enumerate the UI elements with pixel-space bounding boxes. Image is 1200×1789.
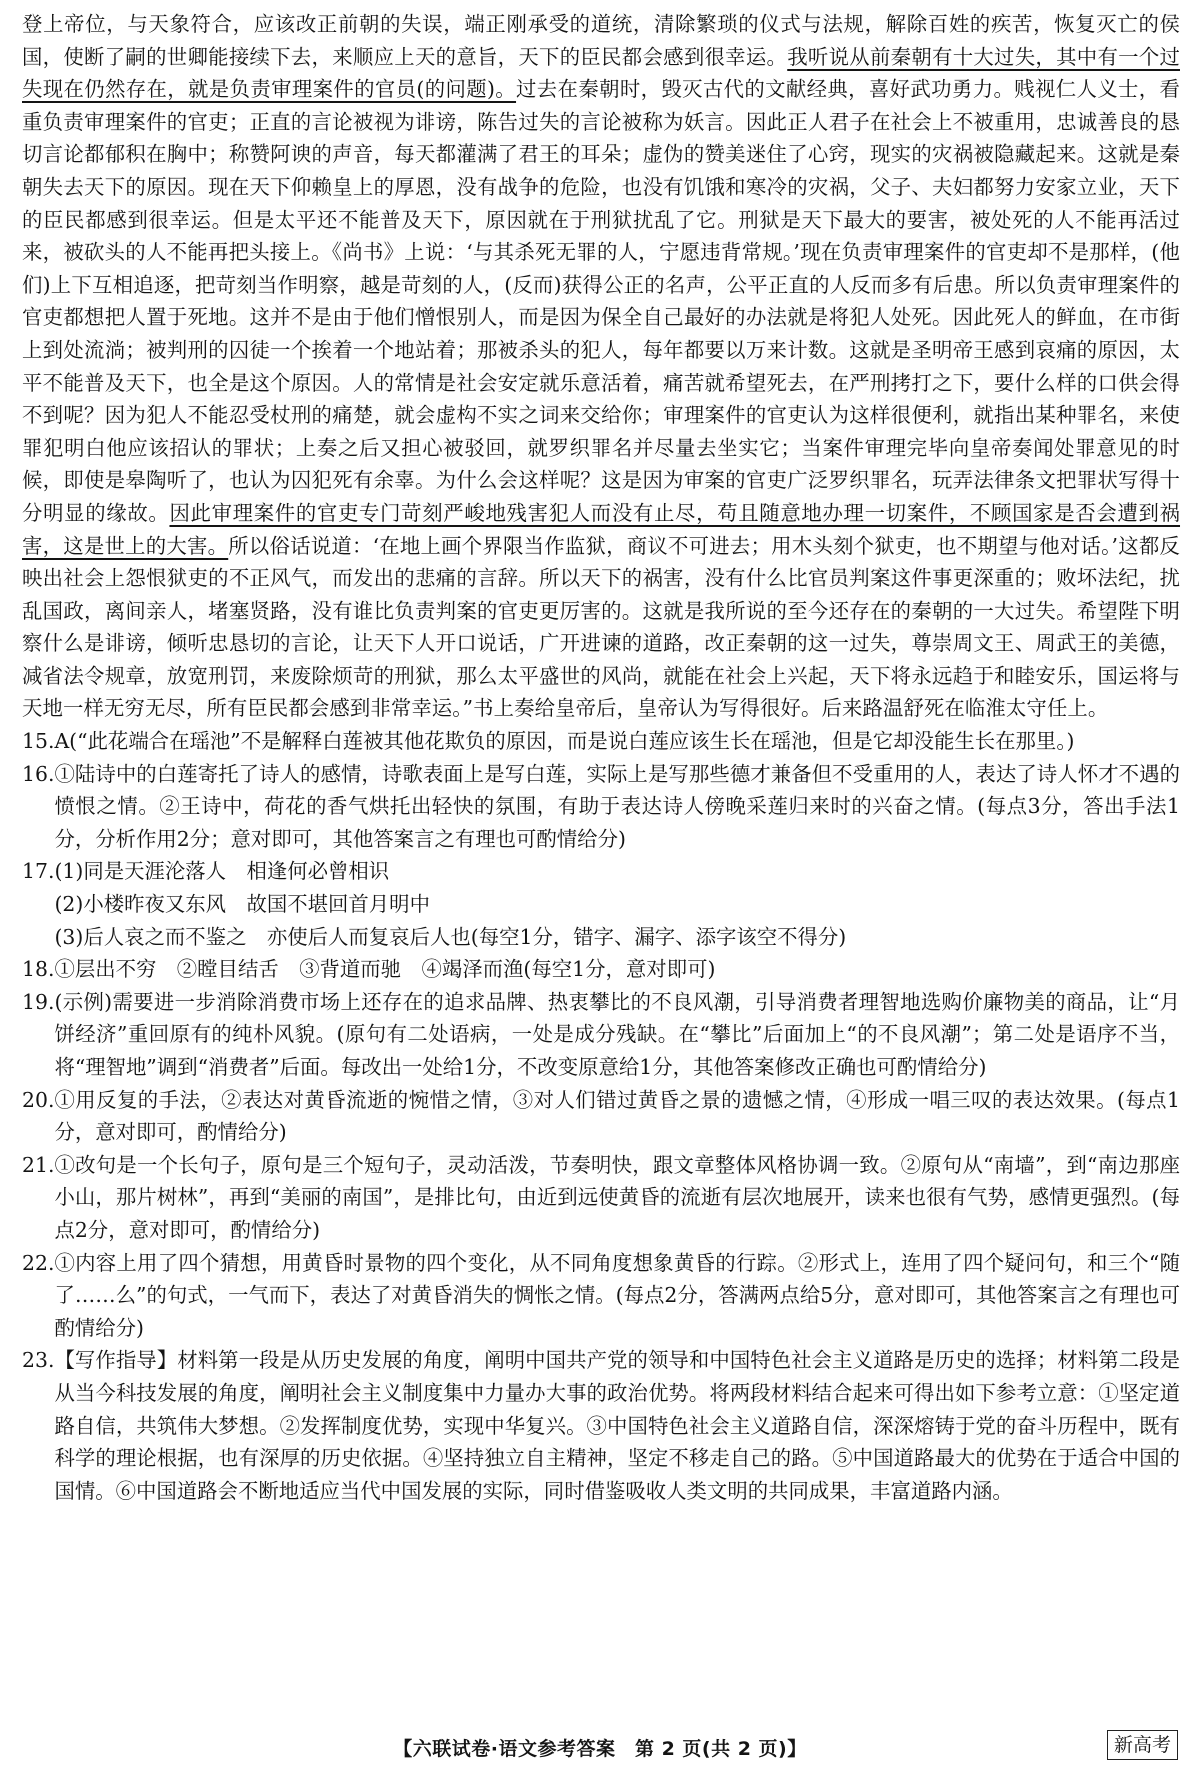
question-number: 23.	[22, 1348, 55, 1373]
translation-text: 所以俗话说道：‘在地上画个界限当作监狱，商议不可进去；用木头刻个狱吏，也不期望与他对话。’这都反映出社会上怨恨狱吏的不正风气，而发出的悲痛的言辞。所以天下的祸害，没有什么比官员判案这件事更深重的；败坏法纪，扰乱国政，离间亲人，堵塞贤路，没有谁比负责判案的官吏更厉害的。这就是我所说的至今还存在的秦朝的一大过失。希望陛下明察什么是诽谤，倾听忠恳切的言论，让天下人开口说话，广开进谏的道路，改正秦朝的这一过失，尊崇周文王、周武王的美德，减省法令规章，放宽刑罚，来废除烦苛的刑狱，那么太平盛世的风尚，就能在社会上兴起，天下将永远趋于和睦安乐，国运将与天地一样无穷无尽，所有臣民都会感到非常幸运。”书上奏给皇帝后，皇帝认为写得很好。后来路温舒死在临淮太守任上。	[22, 533, 1180, 721]
answer-body	[54, 758, 1180, 856]
answer-item	[22, 758, 1180, 856]
answer-item	[22, 1149, 1180, 1247]
answer-item	[22, 953, 1180, 986]
underlined-sentence: 我听说从前秦朝有十大过失，其中有一个过失现在仍然存在，就是负责审理案件的官员(的问题)。	[22, 44, 1180, 102]
answer-line: ①改句是一个长句子，原句是三个短句子，灵动活泼，节奏明快，跟文章整体风格协调一致。②原句从“南墙”，到“南边那座小山，那片树林”，再到“美丽的南国”，是排比句，由近到远使黄昏的流逝有层次地展开，读来也很有气势，感情更强烈。(每点2分，意对即可，酌情给分)	[54, 1152, 1180, 1242]
answer-body	[54, 953, 1180, 986]
question-number: 18.	[22, 957, 55, 982]
answer-item	[22, 855, 1180, 953]
answer-line: ①陆诗中的白莲寄托了诗人的感情，诗歌表面上是写白莲，实际上是写那些德才兼备但不受重用的人，表达了诗人怀才不遇的愤恨之情。②王诗中，荷花的香气烘托出轻快的氛围，有助于表达诗人傍晚采莲归来时的兴奋之情。(每点3分，答出手法1分，分析作用2分；意对即可，其他答案言之有理也可酌情给分)	[54, 761, 1180, 851]
question-number: 15.	[22, 729, 55, 754]
question-number: 22.	[22, 1250, 55, 1275]
question-number: 19.	[22, 989, 55, 1014]
footer-title: 【六联试卷·语文参考答案 第 2 页(共 2 页)】	[393, 1738, 807, 1760]
answer-item	[22, 1344, 1180, 1507]
answer-line: A(“此花端合在瑶池”不是解释白莲被其他花欺负的原因，而是说白莲应该生长在瑶池，但是它却没能生长在那里。)	[54, 729, 1075, 754]
underlined-sentence: 因此审理案件的官吏专门苛刻严峻地残害犯人而没有止尽，苟且随意地办理一切案件，不顾国家是否会遭到祸害，这是世上的大害。	[22, 500, 1181, 558]
question-number: 17.	[22, 859, 55, 884]
answer-body	[54, 855, 1180, 953]
answer-body	[54, 1084, 1180, 1149]
question-number: 21.	[22, 1152, 55, 1177]
answer-body	[54, 986, 1180, 1084]
answer-page	[22, 8, 1180, 1507]
answer-item	[22, 986, 1180, 1084]
question-number: 16.	[22, 761, 55, 786]
answer-body	[54, 725, 1180, 758]
answer-line: ①内容上用了四个猜想，用黄昏时景物的四个变化，从不同角度想象黄昏的行踪。②形式上，连用了四个疑问句，和三个“随了……么”的句式，一气而下，表达了对黄昏消失的惆怅之情。(每点2分，答满两点给5分，意对即可，其他答案言之有理也可酌情给分)	[54, 1250, 1180, 1340]
answer-line: 【写作指导】材料第一段是从历史发展的角度，阐明中国共产党的领导和中国特色社会主义道路是历史的选择；材料第二段是从当今科技发展的角度，阐明社会主义制度集中力量办大事的政治优势。将两段材料结合起来可得出如下参考立意：①坚定道路自信，共筑伟大梦想。②发挥制度优势，实现中华复兴。③中国特色社会主义道路自信，深深熔铸于党的奋斗历程中，既有科学的理论根据，也有深厚的历史依据。④坚持独立自主精神，坚定不移走自己的路。⑤中国道路最大的优势在于适合中国的国情。⑥中国道路会不断地适应当代中国发展的实际，同时借鉴吸收人类文明的共同成果，丰富道路内涵。	[54, 1348, 1180, 1503]
answer-line: (3)后人哀之而不鉴之 亦使后人而复哀后人也(每空1分，错字、漏字、添字该空不得分)	[54, 924, 847, 949]
answer-item	[22, 725, 1180, 758]
answer-line: (示例)需要进一步消除消费市场上还存在的追求品牌、热衷攀比的不良风潮，引导消费者理智地选购价廉物美的商品，让“月饼经济”重回原有的纯朴风貌。(原句有二处语病，一处是成分残缺。在“攀比”后面加上“的不良风潮”；第二处是语序不当，将“理智地”调到“消费者”后面。每改出一处给1分，不改变原意给1分，其他答案修改正确也可酌情给分)	[54, 989, 1180, 1079]
answer-line: ①用反复的手法，②表达对黄昏流逝的惋惜之情，③对人们错过黄昏之景的遗憾之情，④形成一唱三叹的表达效果。(每点1分，意对即可，酌情给分)	[54, 1087, 1180, 1145]
translation-paragraph	[22, 8, 1180, 725]
answer-body	[54, 1149, 1180, 1247]
answer-line: (2)小楼昨夜又东风 故国不堪回首月明中	[54, 892, 430, 917]
answer-body	[54, 1344, 1180, 1507]
answer-item	[22, 1084, 1180, 1149]
answer-line: ①层出不穷 ②瞠目结舌 ③背道而驰 ④竭泽而渔(每空1分，意对即可)	[54, 957, 716, 982]
exam-type-badge: 新高考	[1107, 1730, 1178, 1760]
translation-text: 登上帝位，与天象符合，应该改正前朝的失误，端正刚承受的道统，清除繁琐的仪式与法规，解除百姓的疾苦，恢复灭亡的侯国，使断了嗣的世卿能接续下去，来顺应上天的意旨，天下的臣民都会感到很幸运。	[22, 12, 1180, 69]
answer-line: (1)同是天涯沦落人 相逢何必曾相识	[54, 859, 390, 884]
answer-body	[54, 1247, 1180, 1345]
translation-text: 过去在秦朝时，毁灭古代的文献经典，喜好武功勇力。贱视仁人义士，看重负责审理案件的官吏；正直的言论被视为诽谤，陈告过失的言论被称为妖言。因此正人君子在社会上不被重用，忠诚善良的恳切言论都郁积在胸中；称赞阿谀的声音，每天都灌满了君王的耳朵；虚伪的赞美迷住了心窍，现实的灾祸被隐藏起来。这就是秦朝失去天下的原因。现在天下仰赖皇上的厚恩，没有战争的危险，也没有饥饿和寒冷的灾祸，父子、夫妇都努力安家立业，天下的臣民都感到很幸运。但是太平还不能普及天下，原因就在于刑狱扰乱了它。刑狱是天下最大的要害，被处死的人不能再活过来，被砍头的人不能再把头接上。《尚书》上说：‘与其杀死无罪的人，宁愿违背常规。’现在负责审理案件的官吏却不是那样，(他们)上下互相追逐，把苛刻当作明察，越是苛刻的人，(反而)获得公正的名声，公平正直的人反而多有后患。所以负责审理案件的官吏都想把人置于死地。这并不是由于他们憎恨别人，而是因为保全自己最好的办法就是将犯人处死。因此死人的鲜血，在市街上到处流淌；被判刑的囚徒一个挨着一个地站着；那被杀头的犯人，每年都要以万来计数。这就是圣明帝王感到哀痛的原因，太平不能普及天下，也全是这个原因。人的常情是社会安定就乐意活着，痛苦就希望死去，在严刑拷打之下，要什么样的口供会得不到呢？因为犯人不能忍受杖刑的痛楚，就会虚构不实之词来交给你；审理案件的官吏认为这样很便利，就指出某种罪名，来使罪犯明白他应该招认的罪状；上奏之后又担心被驳回，就罗织罪名并尽量去坐实它；当案件审理完毕向皇帝奏闻处罪意见的时候，即使是皋陶听了，也认为囚犯死有余辜。为什么会这样呢？这是因为审案的官吏广泛罗织罪名，玩弄法律条文把罪状写得十分明显的缘故。	[22, 77, 1180, 525]
answer-item	[22, 1247, 1180, 1345]
page-footer	[0, 1728, 1200, 1768]
question-number: 20.	[22, 1087, 55, 1112]
answer-list	[22, 725, 1180, 1507]
